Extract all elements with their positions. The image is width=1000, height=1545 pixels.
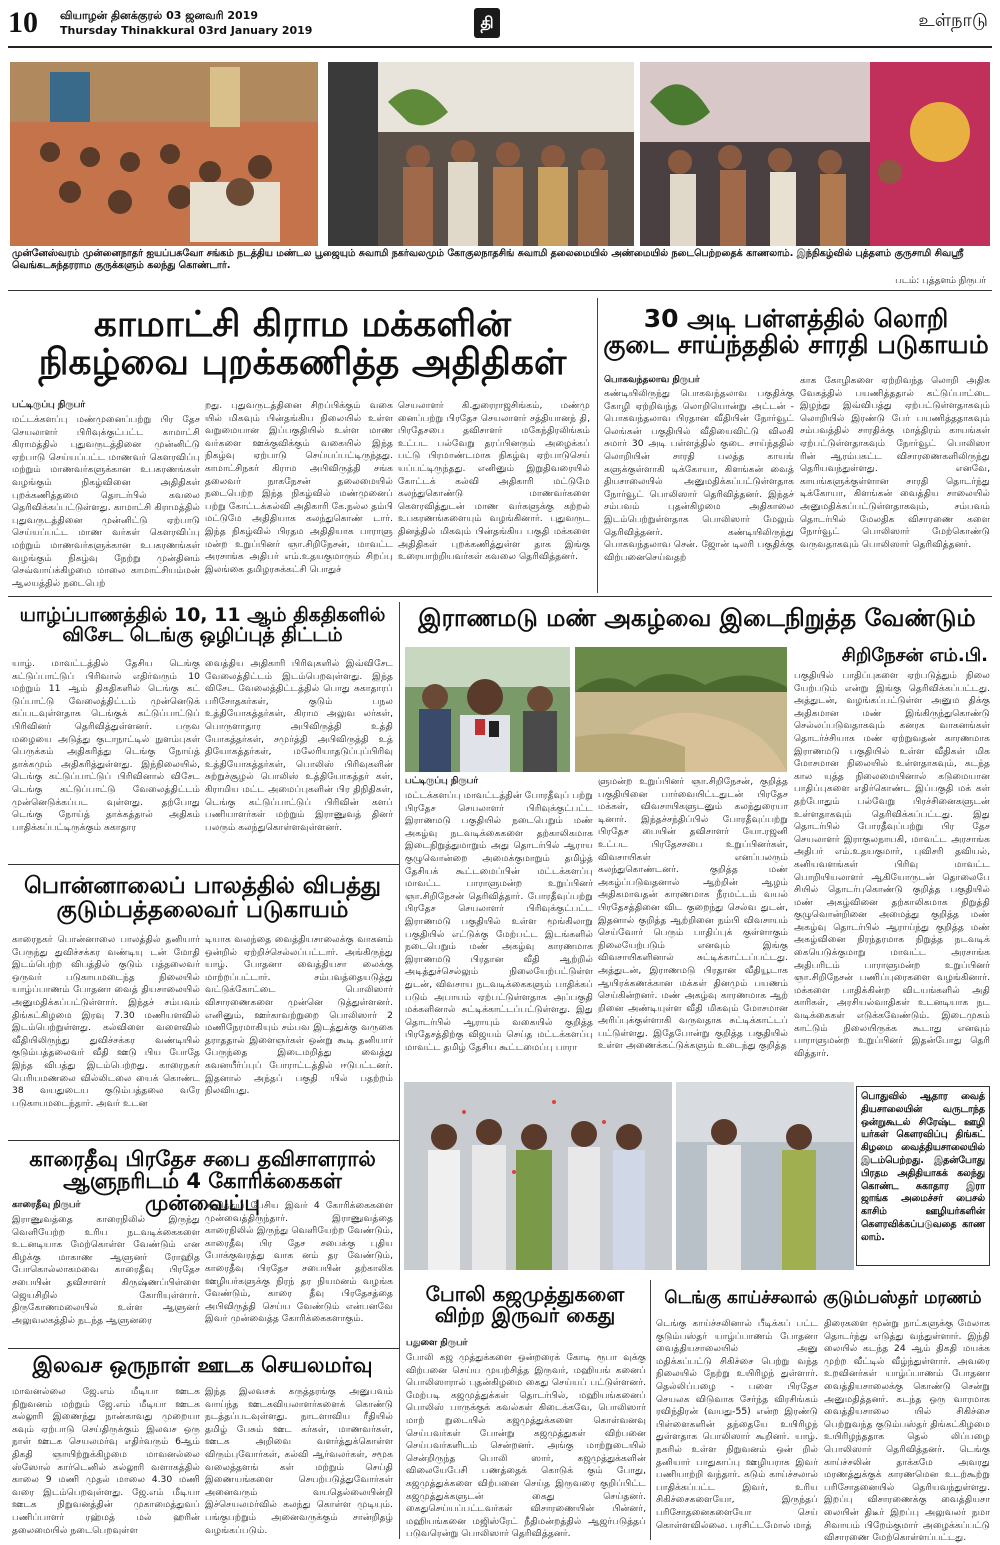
divider [8, 1140, 399, 1141]
article6-col2: சந்தித்துப் பேசிய இவர் 4 கோரிக்கைகளை முன்வைத்திருந்தார். இராணுவத்தை காரைநிலில் இருந்து வெளியேற்ற வேண்டும், காரைதீவு பிர தேச சபைக்கு புதிய போக்குவரத்து வாக னம் தர வேண்டும், காரைதீவு பிரதேச சபையின் தற்காலிக ஊழியர்களுக்கு நிரந் தர நியமனம் வழங்க வேண்டும், காரை தீவு பிரதேசத்தை அபிவிருத்தி செய்ய வேண்டும் என்பனவே இவர் முன்வைத்த கோரிக்கைகளாகும். [205, 1200, 393, 1325]
divider [8, 290, 992, 291]
article2-col1: கண்டியிலிருந்து பொகவந்தலாவ பகுதிக்கு கோழி ஏற்றிவந்த லொறியொன்று அட்டன் - பொகவந்தலாவ பிரதான வீதியின் நோர்வூட் லெங்கன் பகுதியில் வீதியைவிட்டு விலகி சுமார் 30 அடி பள்ளத்தில் குடை சாய்ந்ததில் லொறியின் சாரதி பலத்த காயங் களுக்குள்ளாகி டிக்கோயா, கிளங்கன் வைத் தியசாலையில் அனுமதிக்கப்பட்டுள்ளதாக நோர்வூட் பொலிஸார் தெரிவித்தனர். இந்தச் சம்பவம் புதன்கிழமை அதிகாலை இடம்பெற்றுள்ளதாக பொலிஸார் மேலும் தெரிவித்தனர். கண்டியிலிருந்து பொகவந்தலாவ சென். ஜோன் டிலரி பகுதிக்கு விற்பனைசெய்வதற் [604, 388, 794, 563]
mp-press-photo [405, 647, 570, 772]
article5-headline [10, 874, 395, 922]
article10-col1: டெங்கு காய்ச்சலினால் பீடிக்கப் பட்ட குடும்பஸ்தர் யாழ்ப்பாணம் போதனா வைத்தியசாலையில் அனு மதிக்கப்பட்டு சிகிச்சை பெற்று வந்த நிலையில் நேற்று உயிரிழந் துள்ளார். தெல்லிப்பழை - பளை பிரதேச செயலக விடுவாக சேர்ந்த விரசிங்கம் ரவிந்திரன் (வயது-55) என்ற இரண்டு பிள்ளைகளின் தந்தையே உயிரிழந் துள்ளதாக பொலிஸார் கூறினர். யாழ். நகரில் உள்ள நிறுவனம் ஒன் றில் தனியார் பாதுகாப்பு ஊழியராக இவர் பணியாற்றி வந்தார். கடும் காய்ச்சலால் பாதிக்கப்பட்ட இவர், உரிய சிகிச்சைகளையோ, இருந்தப் பரிசோதனைகளையோ செய் கொள்ளவில்லை. பரசிட்டமோல் மாத் [656, 1318, 818, 1531]
article4-headline-line2: சிறிநேசன் எம்.பி. [841, 645, 988, 666]
masthead-date [60, 8, 312, 38]
article10-col2: திரைகளை மூன்று நாட்களுக்கு மேலாக தொடர்ந்து எடுத்து வந்துள்ளார். இந்தி லையில் கடந்த 24 ஆம் திகதி மயக்க முற்ற வீட்டில் வீழ்ந்துள்ளார். அவரை உறவினர்கள் யாழ்ப்பாணம் போதனா வைத்தியசாலைக்கு கொண்டு சென்று அனுமதித்தனர். கடந்த ஒரு வாரமாக வைத்தியசாலை யில் சிகிச்சை பெற்றுவந்த குடும்பஸ்தர் திங்கட்கிழமை உயிரிழந்ததாக தெல் லிப்பழை பொலிஸார் தெரிவித்தனர். டெங்கு காய்ச்சலின் தாக்கமே அவரது மரணத்துக்குக் காரணமென உடற்கூற்று பரிசோதனையில் தெரியவந்துள்ளது. இறப்பு விசாரணைக்கு வைத்தியசா லையின் திடீர் இறப்பு அலுவலர் நமா சிவாயம் பிறேம்குமார் அழைக்கப்பட்டு விசாரணை மேற்கொள்ளப்பட்டது. [824, 1318, 990, 1544]
article7-col2: இந்த இலவசக் கருத்தரங்கு அனுபவம் வாய்ந்த ஊடகவியலாளர்களைக் கொண்டு நடத்தப்படவுள்ளது. நாடளாவிய ரீதியில் தமிழ் பேசும் ஊட கர்கள், மாணவர்கள், ஊடக அறிவை வளர்த்துக்கொள்ள விரும்புவோர்கள், கல்வி ஆர்வலர்கள், சமூக வலைத்தளங் கள் மற்றும் செய்தி இணையங்களை செயற்படுத்துவோர்கள் அனைவரும் வயதெல்லையின்றி இச்செயலமர்வில் கலந்து கொள்ள முடியும். பங்குபற்றும் அனைவருக்கும் சான்றிதழ் வழங்கப்படும். [205, 1386, 393, 1536]
article1-headline [10, 306, 595, 382]
article4-col3: பகுதியில் பாதிப்புகளை ஏற்படுத்தும் நிலை யேற்படும் என்று இங்கு தெரிவிக்கப்பட்டது. அத்துடன், வழங்கப்பட்டுள்ள அனும திக்கு அதிகமான மண் இங்கிருந்துகொண்டு செல்லப்படுவதாகவும் கனரக வாகனங்கள் தொடர்ச்சியாக மண் ஏற்றுவதன் காரணமாக இராணமடு பகுதியில் உள்ள வீதிகள் மிக மோசமான நிலையில் உள்ளதாகவும், கடந்த கால யுத்த நிலைமையினால் கடுமையான பாதிப்புகளை எதிர்கொண்ட இப்பகுதி மக் கள் தற்போதும் பல்வேறு பிரச்சினைகளுடன் உள்ளதாகவும் தெரிவிக்கப்பட்டது. இது தொடர்பில் போரதீவுப்பற்று பிர தேச செயலாளர் இராகுலநாயகி, மாவட்ட அரசாங்க அதிபர் எம்.உதயகுமார், புவிசரி தவியல், கனியவளங்கள் பிரிவு மாவட்ட பொறியியலாளர் ஆகியோருடன் தொலைபே சியில் தொடர்புகொண்டு குறித்த பகுதியில் மண் அகழ்வினை தற்காலிகமாக நிறுத்தி குழுவொன்றினை அமைத்து குறித்த மண் அகழ்வு தொடர்பில் ஆராய்ந்து குறித்த மண் அகழ்வினை நிரந்தரமாக நிறுத்த நடவடிக் கையெடுக்குமாறு மாவட்ட அரசாங்க அதிபரிடம் பாராளுமன்ற உறுப்பினர் ஞா.சிறிநேசன் பணிப்புரைகளை வழங்கினார். மக்களை பாதிக்கின்ற விடயங்களில் அதி காரிகள், அரசியல்வாதிகள் உடனடியாக நட வடிக்கைகள் எடுக்கவேண்டும். இடைமுகம் காட்டும் நிலையிருக்க கூடாது எனவும் பாராளுமன்ற உறுப்பினர் இதன்போது தெரி வித்தார். [794, 670, 990, 1059]
article3-col1: யாழ். மாவட்டத்தில் தேசிய டெங்கு கட்டுப்பாட்டுப் பிரிவால் எதிர்வரும் 10 மற்றும் 11 ஆம் திகதிகளில் டெங்கு கட் டுப்பாட்டு வேலைத்திட்டம் முன்னெடுக் கப்படவுள்ளதாக டெங்குக் கட்டுப்பாட்டுப் பிரிவினர் தெரிவித்துள்ளனர். பருவ மழையை அடுத்து குடாநாட்டில் நுளம்புகள் பெருக்கம் அதிகரித்து டெங்கு நோய்த் தாக்கமும் அதிகரித்துள்ளது. இந்நிலையில், டெங்கு கட்டுப்பாட்டுப் பிரிவினால் விசேட டெங்கு கட்டுப்பாட்டு வேலைத்திட்டம் முன்னெடுக்கப்பட வுள்ளது. தற்போது டெங்கு நோய்த் தாக்கத்தால் அதிகம் பாதிக்கப்பட்டிருக்கும் சுகாதார [12, 658, 200, 833]
article3-headline [10, 606, 395, 646]
article3-headline-line1: யாழ்ப்பாணத்தில் 10, 11 ஆம் திகதிகளில் [19, 604, 386, 626]
section-name: உள்நாடு [918, 10, 988, 31]
temple-photo-2 [328, 62, 634, 246]
article9-byline: பதுளை நிருபர் [406, 1338, 468, 1348]
page-number: 10 [8, 6, 38, 39]
article1-headline-line1: காமாட்சி கிராம மக்களின் [93, 304, 512, 345]
article1-col1: மட்டக்களப்பு மண்முனைப்பற்று பிர தேச செயலாளர் பிரிவுக்குட்பட்ட காமாட்சி கிராமத்தில் புதுவருடத்தினை முன்னிட்டு ஏற்பாடு செய்யப்பட்ட மாணவர் கௌரவிப்பு மற்றும் மாணவர்களுக்கான உபகரணங்கள் வழங்கும் நிகழ்வினை அதிதிகள் புறக்கணித்தமை தொடர்பில் கவலை தெரிவிக்கப்பட்டுள்ளது. காமாட்சி கிராமத்தில் புதுவருடத்தினை முன்னிட்டு ஏற்பாடு செய்யப்பட்ட மாண வர்கள் கௌரவிப்பு மற்றும் மாணவர்களுக்கான உபகரணங்கள் வழங்கும் நிகழ்வு நேற்று முன்தினம் செவ்வாய்க்கிழமை மாலை காமாட்சியம்மன் ஆலயத்தில் நடைபெற் [12, 414, 200, 589]
article5-headline-line2: குடும்பத்தலைவர் படுகாயம் [56, 897, 349, 924]
date-english: Thursday Thinakkural 03rd January 2019 [60, 24, 313, 37]
article1-headline-line2: நிகழ்வை புறக்கணித்த அதிதிகள் [38, 341, 567, 383]
article9-headline-line2: விற்ற இருவர் கைது [434, 1303, 616, 1327]
temple-photo-3 [640, 62, 990, 246]
header-rule [8, 46, 992, 48]
column-rule [597, 298, 598, 593]
hospital-event-photo [404, 1082, 854, 1270]
article1-col2: றது. புதுவருடத்தினை சிறப்பிக்கும் வகை யில் மிகவும் பின்தங்கிய நிலையில் உள்ள வறுமையான இப்பகுதியில் உள்ள மாண வர்களை ஊக்குவிக்கும் வகையில் இந்த நிகழ்வு ஏற்பாடு செய்யப்பட்டிருந்தது. காமாட்சிநகர் கிராம அபிவிருத்தி சங்க தலைவர் நாகநேசன் தலைமையில் நடைபெற்ற இந்த நிகழ்வில் மண்முனைப் பற்று கோட்டக்கல்வி அதிகாரி கே.நல்ல தம்பி மட்டுமே அதிதியாக கலந்துகொண் டார். இந்த நிகழ்வில் பிரதம அதிதியாக பாராளு மன்ற உறுப்பினர் ஞா.சிறிநேசன், மாவட்ட அரசாங்க அதிபர் எம்.உதயகுமாரும் சிறப்பு இலங்கை தமிழரசுக்கட்சி பொதுச் [205, 400, 393, 575]
article6-byline: காரைதீவு நிருபர் [12, 1200, 81, 1210]
divider [8, 1348, 399, 1349]
date-tamil: வியாழன் தினக்குரல் 03 ஜனவரி 2019 [60, 9, 258, 22]
article9-headline [404, 1284, 646, 1326]
article2-col2: காக கோழிகளை ஏற்றிவந்த லொறி அதிக வேகத்தில் பயணித்ததால் கட்டுப்பாட்டை இழந்து இவ்விபத்து ஏற்பட்டுள்ளதாகவும் லொறியில் இரண்டு பேர் பயணித்ததாகவும் சம்பவத்தில் சாரதிக்கு மாத்திரம் காயங்கள் ஏற்பட்டுள்ளதாகவும் நோர்வூட் பொலிஸா ரின் ஆரம்பகட்ட விசாரணைகளிலிருந்து தெரியவந்துள்ளது. எனவே, காயங்களுக்குள்ளான சாரதி தொடர்ந்து டிக்கோயா, கிளங்கன் வைத்திய சாலையில் அனுமதிக்கப்பட்டுள்ளதாகவும், சம்பவம் தொடர்பில் மேலதிக விசாரணை களை நோர்வூட் பொலிஸார் மேற்கொண்டு வருவதாகவும் பொலிஸார் தெரிவித்தனர். [800, 375, 990, 550]
column-rule [399, 602, 400, 864]
article3-col2: வைத்திய அதிகாரி பிரிவுகளில் இவ்விசேட வேலைத்திட்டம் இடம்பெறவுள்ளது. இந்த விசேட வேலைத்திட்டத்தில் பொது சுகாதாரப் பரிசோதகர்கள், குடும் பநல உத்தியோகத்தர்கள், கிராம அலுவ லர்கள், பொருளாதார அபிவிருத்தி உத்தி யோகத்தர்கள், சமுர்த்தி அபிவிருத்தி உத் தியோகத்தர்கள், மலேரியாதடுப்புப்பிரிவு உத்தியோகத்தர்கள், பொலிஸ் பிரிவுகளின் சுற்றுச்சூழல் பொலிஸ் உத்தியோகத்தர் கள், கிராமிய மட்ட அமைப்புகளின் பிர திநிதிகள், டெங்கு கட்டுப்பாட்டுப் பிரிவின் களப் பணியாளர்கள் மற்றும் இராணுவத் தினர் பலரும் கலந்துகொள்ளவுள்ளனர். [205, 658, 393, 833]
article4-col1: மட்டக்களப்பு மாவட்டத்தின் போரதீவுப் பற்று பிரதேச செயலாளர் பிரிவுக்குட்பட்ட இராணமடு பகுதியில் நடைபெறும் மண் அகழ்வு நடவடிக்கைகளை தற்காலிகமாக இடைநிறுத்துமாறும் அது தொடர்பில் ஆராய குழுவொன்றை அமைக்குமாறும் தமிழ்த் தேசியக் கூட்டமைப்பின் மட்டக்களப்பு மாவட்ட பாராளுமன்ற உறுப்பினர் ஞா.சிறிநேசன் தெரிவித்தார். போரதீவுப்பற்று பிரதேச செயலாளர் பிரிவுக்குட்பட்ட இராணமடு பகுதியில் உள்ள மூங்கிலாறு பகுதியில் எட்டுக்கு மேற்பட்ட இடங்களில் நடைபெறும் மண் அகழ்வு காரணமாக இராணமடு பிரதான வீதி ஆற்றில் அடித்துச்செல்லும் நிலையேற்பட்டுள்ள துடன், விவசாய நடவடிக்கைகளும் பாதிக்கப் படும் அபாயம் ஏற்பட்டுள்ளதாக அப்பகுதி மக்களினால் சுட்டிக்காட்டப்பட்டுள்ளது. இது தொடர்பில் ஆராயும் வகையில் குறித்த பிரதேசத்திற்கு விஜயம் செய்த மட்டக்களப்பு மாவட்ட தமிழ் தேசிய கூட்டமைப்பு பாரா [405, 790, 593, 1053]
article2-headline-line1: 30 அடி பள்ளத்தில் லொறி [643, 304, 949, 333]
article3-headline-line2: விசேட டெங்கு ஒழிப்புத் திட்டம் [62, 623, 343, 646]
article4-col2: ளுமன்ற உறுப்பினர் ஞா.சிறிநேசன், குறித்த பகுதியினை பார்வையிட்டதுடன் பிரதேச மக்கள், விவசாயிகளுடனும் கலந்துரையா டினார். இந்தச்சந்திப்பில் போரதீவுப்பற்று பிரதேச பையின் தவிசாளர் யோ.ரஜனி உட்பட பிரதேசசபை உறுப்பினர்கள், விவசாயிகள் எனப்பலரும் கலந்துகொண்டனர். குறித்த மண் அகழ்ப்படுவதனால் ஆற்றின் ஆழம் அதிகமாவதன் காரணமாக நீரமட்டம் வயல் பிரதேசத்தினை விட குறைந்து செல்வ துடன், இதனால் குறித்த ஆற்றினை நம்பி விவசாயம் செய்வோர் பெரும் பாதிப்புக் குள்ளாகும் நிலையேற்படும் எனவும் இங்கு விவசாயிகளினால் சுட்டிக்காட்டப்பட்டது. அத்துடன், இராணமடு பிரதான வீதியூடாக ஆயிரக்கணக்கான மக்கள் தினமும் பயணம் செய்கின்றனர். மண் அகழ்வு காரணமாக ஆற் றினை அண்டியுள்ள வீதி மிகவும் மோசமான அரிப்புக்குள்ளாகி வருவதாக சுட்டிக்காட்டப் பட்டுள்ளது. இதேபோன்று குறித்த பகுதியில் உள்ள அணைக்கட்டுக்களும் உடைந்து குறித்த [598, 776, 788, 1052]
article2-headline [600, 306, 992, 359]
article7-col1: மாவனல்லை ஜே.எம் மீடியா ஊடக நிறுவனம் மற்றும் ஜே.எம் மீடியா ஊடக கல்லூரி இணைந்து நான்காவது முறையா கவும் ஏற்பாடு செய்திருக்கும் இலவச ஒரு நாள் ஊடக செயலமர்வு எதிர்வரும் 6ஆம் திகதி ஞாயிற்றுக்கிழமை மாவனல்லை ஸ்ஸோல் கார்டெனில் கல்லூரி வளாகத்தில் காலை 9 மணி முதல் மாலை 4.30 மணி வரை இடம்பெறவுள்ளது. ஜே.எம் மீடியா ஊடக நிறுவனத்தின் முகாமைத்துவப் பணிப்பாளர் ரஹ்மத் மல் ஹரின் தலைமையில் நடைபெறவுள்ள [12, 1386, 200, 1536]
article6-headline-line1: காரைதீவு பிரதேச சபை தவிசாளரால் [29, 1147, 376, 1171]
divider [8, 596, 992, 597]
article4-byline: பட்டிருப்பு நிருபர் [405, 776, 479, 786]
sand-mining-photo [575, 647, 787, 772]
divider [8, 864, 399, 865]
article6-col1: இராணுவத்தை காரைநிலில் இருந்து வெளியேற்ற உரிய நடவடிக்கைகளை உடனடியாக மேற்கொள்ள வேண்டும் என கிழக்கு மாகாண ஆளுனர் ரோஹித போகொல்லாகமவை காரைதீவு பிரதேச சபையின் தவிசாளர் கிருஷ்ணப்பிள்ளை ஜெயசிறில் கோரியுள்ளார். திருகோணமலையில் உள்ள ஆளுனர் அலுவலகத்தில் நடந்த ஆளுனரை [12, 1214, 200, 1326]
column-rule [650, 1280, 651, 1540]
article2-headline-line2: குடை சாய்ந்ததில் சாரதி படுகாயம் [603, 330, 989, 360]
article1-byline: பட்டிருப்பு நிருபர் [12, 400, 86, 410]
article4-headline: இராணமடு மண் அகழ்வை இடைநிறுத்த வேண்டும் [418, 604, 976, 632]
newspaper-logo: தி [474, 8, 500, 38]
photo-credit: படம்: புத்தளம் நிருபர் [895, 276, 986, 286]
temple-photo-1 [10, 62, 318, 246]
article6-headline-line2: ஆளுநரிடம் 4 கோரிக்கைகள் முன்வைப்பு [63, 1169, 342, 1216]
article5-headline-line1: பொன்னாலைப் பாலத்தில் விபத்து [24, 873, 381, 899]
article9-col1: போலி கஜ முத்துக்களை ஒன்றரைக் கோடி ரூபா வுக்கு விற்பனை செய்ய முயற்சித்த இருவர், மஹியங் கனைப் பொலிஸாரால் புதன்கிழமை கைது செய்யப் பட்டுள்ளனர். மேற்படி கஜமுத்துக்கள் தொடர்பில், மஹியங்கனைப் பொலிஸ் பாருக்குக் கவல்கள் கிடைக்கவே, பொலிஸார் மாற் றுடையில் கஜமுத்துக்களை கொள்வனவு செய்பவர்கள் போன்று கஜமுத்துகள் விற்பனை செய்பவர்களிடம் சென்றனர். அங்கு மாற்றுடையில் சென்றிருந்த பொலி ஸார், கஜமுத்துக்களின் விலையேபேசி பணத்தைக் கொடுக் கும் போது, கஜமுத்துக்களை விற்பனை செய்த இருவரை குறிப்பிட்ட கஜமுத்துக்களுடன் கைது செய்தனர். கைதுசெய்யப்பட்டவர்கள் விசாரணையின் பின்னர், மஹியங்கனை மஜிஸ்ரேட் நீதிமன்றத்தில் ஆஜர்படுத்தப் படுவரென்று பொலிஸார் தெரிவித்தனர். [406, 1352, 646, 1540]
article7-headline: இலவச ஒருநாள் ஊடக செயலமர்வு [32, 1353, 373, 1377]
article5-col1: காரைநகர் பொன்னாலை பாலத்தில் தனியார் பேருந்து துவிச்சக்கர வண்டியு டன் மோதி இடம்பெற்ற விபத்தில் குடும் பத்தலைவர் ஒருவர் படுகாயமடைந்த நிலையில் யாழ்ப்பாணம் போதனா வைத் தியசாலையில் அனுமதிக்கப்பட்டுள்ளார். இந்தச் சம்பவம் திங்கட்கிழமை இரவு 7.30 மணியளவில் இடம்பெற்றுள்ளது. கல்விளை வளைவில் வீதியிலிருந்து துவிச்சக்கர வண்டியில் குடும்பத்தலைவர் வீதி ஊடு பிய போதே இந்த விபத்து இடம்பெற்றது. காரைநகர் பெரியமணலை வில்லிடலை யைக் கொண்ட 38 வயதுடைய குடும்பத்தலை வரே படுகாயமடைந்தார். அவர் உடன [12, 934, 200, 1109]
article2-byline: பொகவந்தலாவ நிருபர் [604, 375, 700, 385]
article1-col3: செயலாளர் கி.துரைராஜசிங்கம், மண்மு னைப்பற்று பிரதேச செயலாளர் சத்தியானந் தி, பிரதேசபை தவிசாளர் மகேந்திரலிங்கம் உட்பட பல்வேறு தரப்பினரும் அழைக்கப் பட்டு பிரமாண்டமாக நிகழ்வு ஏற்பாடுசெய் யப்பட்டிருந்தது. எனினும் இறுதிவரையில் கோட்டக் கல்வி அதிகாரி மட்டுமே கலந்துகொண்டு மாணவர்களை கௌரவித்துடன் மாண வர்களுக்கு கற்றல் உபகரணங்களையும் வழங்கினார். புதுவருட தினத்தில் மிகவும் பின்தங்கிய பகுதி மக்களை அதிதிகள் புறக்கணித்துள்ள தாக இங்கு உரையாற்றியவர்கள் கவலை தெரிவித்தனர். [398, 400, 590, 563]
article8-caption: பொதுவில் ஆதார வைத் தியசாலையின் வருடாந்த ஒன்றுகூடல் சிரேஷ்ட ஊழி யர்கள் கௌரவிப்பு திங்கட் கிழமை வைத்தியசாலையில் இடம்பெற்றது. இதன்போது பிரதம அதிதியாகக் கலந்து கொண்ட சுகாதார இரா ஜாங்க அமைச்சர் பைசல் காசிம் ஊழியர்களின் கௌரவிக்கப்படுவதை காண லாம். [856, 1086, 990, 1266]
article9-headline-line1: போலி கஜமுத்துகளை [425, 1282, 625, 1306]
article10-headline: டெங்கு காய்ச்சலால் குடும்பஸ்தர் மரணம் [664, 1288, 982, 1308]
top-photo-caption: முன்னேஸ்வரம் முன்னைநாதர் ஐயப்பசுவோ சங்கம் நடத்திய மண்டல பூஜையும் சுவாமி நகர்வலமும் கோகுலநாதசிங் சுவாமி தலைமையில் அண்மையில் நடைபெற்றதைக் காணலாம். இந்நிகழ்வில் புத்தளம் குருசாமி சிவஸ்ரீ வெங்கடசுந்தரராம குருக்களும் கலந்து கொண்டார். [12, 248, 964, 271]
article5-col2: டியாக வலந்தை வைத்தியசாலைக்கு வாகனம் ஒன்றில் ஏற்றிச்செல்லப்பட்டார். அங்கிருந்து யாழ். போதனா வைத்தியசா லைக்கு மாற்றப்பட்டார். சம்பவத்தையடுத்து வட்டுக்கோட்டை பொலிஸார் விசாரணைகளை முன்னெ டுத்துள்ளனர். எனினும், ஊர்காவற்றுறை பொலிஸார் 2 மணிநேரமாகியும் சம்பவ இடத்துக்கு வருகை தராததால் இளைஞர்கள் ஒன்று கூடி தனியார் பேருந்தை இடைமறித்து வைத்து கவனயீர்ப்புப் போராட்டத்தில் ஈடுபட்டனர். இதனால் அந்தப் பகுதி யில் பதற்றம் நிலவியது. [205, 934, 393, 1097]
column-rule [399, 864, 400, 1539]
